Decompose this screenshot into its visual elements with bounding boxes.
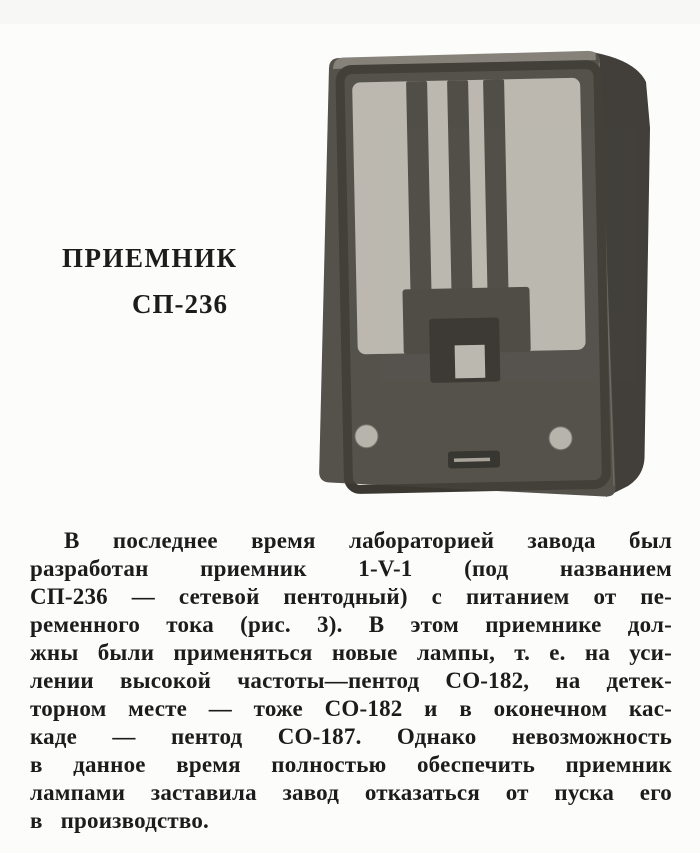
text-line: разработан приемник 1-V-1 (под названием [30,556,672,581]
text-line: в производство. [30,808,209,833]
halftone-grain-overlay [293,28,659,514]
radio-photo-svg [293,28,659,514]
page-top-strip [0,0,700,24]
title-line-1: ПРИЕМНИК [62,243,238,273]
article-paragraph [30,527,672,835]
text-line: СП-236 — сетевой пентодный) с питанием от пе- [30,584,672,609]
text-line: торном месте — тоже СО-182 и в оконечном кас- [30,696,672,721]
text-line: В последнее время лабораторией завода был [64,528,672,553]
text-line: лампами заставила завод отказаться от пуска его [30,780,672,805]
title-line-2: СП-236 [132,289,228,319]
text-line: лении высокой частоты—пентод СО-182, на детек- [30,668,672,693]
text-line: в данное время полностью обеспечить приемник [30,752,672,777]
page-title [62,242,238,320]
radio-photo [293,28,659,514]
text-line: жны были применяться новые лампы, т. е. на уси- [30,640,672,665]
text-line: ременного тока (рис. 3). В этом приемнике дол- [30,612,672,637]
text-line: каде — пентод СО-187. Однако невозможность [30,724,672,749]
